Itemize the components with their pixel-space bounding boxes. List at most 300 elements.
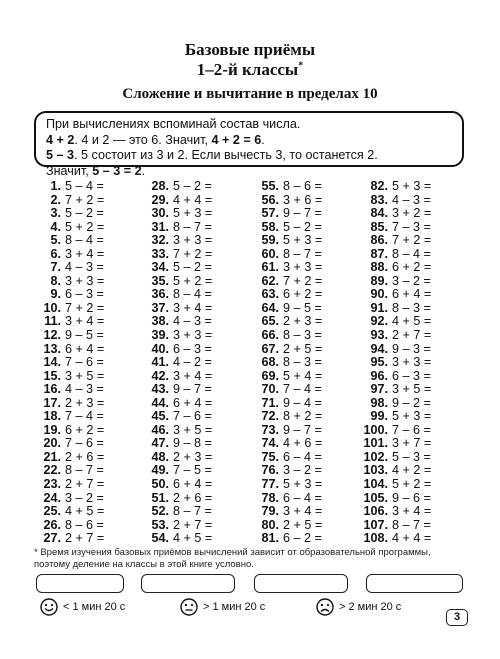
time-entry-box-1[interactable] (36, 574, 124, 593)
exercise-item (350, 370, 431, 384)
exercise-expression: 6 + 4 = (65, 341, 105, 356)
exercise-item (30, 464, 104, 478)
exercise-item (245, 492, 322, 506)
exercise-expression: 2 + 3 = (65, 395, 105, 410)
exercise-item (30, 437, 104, 451)
exercise-expression: 3 – 2 = (65, 490, 104, 505)
exercise-item (135, 234, 212, 248)
exercise-item (135, 492, 212, 506)
exercise-item (350, 410, 431, 424)
exercise-number: 57. (261, 206, 279, 221)
exercise-number: 88. (370, 260, 388, 275)
exercise-item (245, 207, 322, 221)
exercise-number: 20. (43, 436, 61, 451)
exercise-item (30, 383, 104, 397)
exercise-item (135, 478, 212, 492)
exercise-number: 102. (363, 449, 388, 464)
exercise-expression: 8 – 3 = (283, 328, 322, 343)
exercise-number: 12. (43, 328, 61, 343)
exercise-item (245, 261, 322, 275)
exercise-item (245, 505, 322, 519)
exercise-item (350, 532, 431, 546)
exercise-expression: 5 + 2 = (65, 219, 105, 234)
exercise-expression: 2 + 7 = (65, 477, 105, 492)
exercise-item (245, 437, 322, 451)
exercise-item (135, 383, 212, 397)
exercise-number: 105. (363, 490, 388, 505)
exercise-item (30, 180, 104, 194)
exercise-item (245, 234, 322, 248)
exercise-expression: 7 – 6 = (392, 422, 431, 437)
exercise-expression: 7 + 2 = (173, 246, 213, 261)
exercise-item (30, 505, 104, 519)
rule-result-2: 5 – 3 = 2 (92, 163, 142, 178)
exercise-number: 54. (151, 531, 169, 546)
exercise-expression: 8 + 2 = (283, 409, 323, 424)
exercise-item (350, 478, 431, 492)
exercise-number: 31. (151, 219, 169, 234)
legend-item-medium (180, 598, 265, 616)
exercise-expression: 5 – 2 = (283, 219, 322, 234)
exercise-number: 34. (151, 260, 169, 275)
exercise-expression: 2 + 6 = (173, 490, 213, 505)
exercise-number: 75. (261, 449, 279, 464)
exercise-number: 78. (261, 490, 279, 505)
exercise-item (350, 343, 431, 357)
exercise-number: 84. (370, 206, 388, 221)
exercise-item (350, 492, 431, 506)
exercise-item (135, 370, 212, 384)
exercise-item (245, 464, 322, 478)
exercise-item (30, 451, 104, 465)
exercise-item (135, 302, 212, 316)
exercise-item (245, 424, 322, 438)
exercise-item (135, 410, 212, 424)
exercise-item (135, 532, 212, 546)
exercise-item (245, 383, 322, 397)
exercise-item (30, 302, 104, 316)
exercise-number: 90. (370, 287, 388, 302)
exercise-expression: 5 – 2 = (65, 206, 104, 221)
exercise-expression: 5 + 3 = (283, 477, 323, 492)
exercise-expression: 2 + 3 = (173, 449, 213, 464)
exercise-item (135, 180, 212, 194)
exercise-item (350, 288, 431, 302)
exercise-expression: 7 – 3 = (392, 219, 431, 234)
exercise-item (135, 519, 212, 533)
exercise-item (245, 275, 322, 289)
exercise-number: 30. (151, 206, 169, 221)
exercise-number: 52. (151, 504, 169, 519)
exercise-number: 50. (151, 477, 169, 492)
exercise-number: 33. (151, 246, 169, 261)
exercise-expression: 3 + 3 = (65, 273, 105, 288)
exercise-expression: 8 – 3 = (392, 300, 431, 315)
exercise-expression: 9 – 2 = (392, 395, 431, 410)
exercise-number: 62. (261, 273, 279, 288)
exercise-expression: 5 + 2 = (392, 477, 432, 492)
exercise-item (30, 221, 104, 235)
exercise-item (30, 370, 104, 384)
exercise-item (245, 302, 322, 316)
exercise-column-2 (135, 180, 212, 546)
exercise-number: 36. (151, 287, 169, 302)
exercise-number: 1. (50, 179, 61, 193)
exercise-expression: 7 + 2 = (65, 192, 105, 207)
exercise-expression: 8 – 7 = (65, 463, 104, 478)
exercise-expression: 8 – 7 = (173, 219, 212, 234)
exercise-number: 16. (43, 382, 61, 397)
exercise-item (245, 315, 322, 329)
exercise-item (350, 261, 431, 275)
exercise-expression: 7 – 4 = (283, 382, 322, 397)
exercise-item (135, 343, 212, 357)
exercise-number: 87. (370, 246, 388, 261)
exercise-expression: 3 + 5 = (173, 422, 213, 437)
exercise-item (245, 356, 322, 370)
exercise-expression: 9 – 5 = (283, 300, 322, 315)
exercise-expression: 3 + 6 = (283, 192, 323, 207)
exercise-number: 4. (50, 219, 61, 234)
exercise-column-4 (350, 180, 431, 546)
exercise-number: 28. (151, 179, 169, 193)
exercise-item (350, 505, 431, 519)
exercise-number: 97. (370, 382, 388, 397)
exercise-number: 15. (43, 368, 61, 383)
exercise-expression: 7 + 2 = (392, 233, 432, 248)
exercise-item (30, 424, 104, 438)
legend-item-slow (316, 598, 401, 616)
exercise-number: 98. (370, 395, 388, 410)
exercise-number: 35. (151, 273, 169, 288)
exercise-item (245, 288, 322, 302)
exercise-number: 81. (261, 531, 279, 546)
exercise-item (350, 248, 431, 262)
exercise-number: 77. (261, 477, 279, 492)
exercise-expression: 4 – 3 = (65, 382, 104, 397)
exercise-item (245, 370, 322, 384)
time-entry-box-3[interactable] (254, 574, 348, 593)
page-number: 3 (446, 609, 468, 626)
exercise-number: 43. (151, 382, 169, 397)
exercise-expression: 8 – 7 = (173, 504, 212, 519)
exercise-number: 85. (370, 219, 388, 234)
exercise-expression: 4 + 5 = (392, 314, 432, 329)
exercise-item (135, 505, 212, 519)
exercise-item (350, 329, 431, 343)
exercise-number: 10. (43, 300, 61, 315)
time-entry-box-2[interactable] (141, 574, 235, 593)
exercise-item (30, 519, 104, 533)
exercise-item (30, 356, 104, 370)
rule-dot-4: . (141, 163, 146, 178)
exercise-number: 63. (261, 287, 279, 302)
exercise-expression: 3 + 4 = (173, 300, 213, 315)
exercise-item (135, 437, 212, 451)
exercise-item (135, 261, 212, 275)
exercise-expression: 6 + 2 = (392, 260, 432, 275)
rule-line-3 (46, 148, 454, 164)
exercise-expression: 5 + 3 = (392, 409, 432, 424)
exercise-number: 8. (50, 273, 61, 288)
exercise-expression: 9 – 8 = (173, 436, 212, 451)
exercise-expression: 7 + 2 = (283, 273, 323, 288)
footnote: * Время изучения базовых приёмов вычислений зависит от образовательной программы, поэтому деление на классы в этой книге условно. (34, 547, 431, 570)
exercise-expression: 3 + 4 = (173, 368, 213, 383)
exercise-number: 60. (261, 246, 279, 261)
exercise-expression: 3 + 5 = (392, 382, 432, 397)
exercise-expression: 4 + 4 = (392, 531, 432, 546)
exercise-expression: 3 – 2 = (392, 273, 431, 288)
exercise-item (135, 248, 212, 262)
exercise-number: 42. (151, 368, 169, 383)
exercise-number: 45. (151, 409, 169, 424)
rule-text-2: . 4 и 2 — это 6. Значит, (74, 132, 212, 147)
exercise-expression: 4 – 3 = (65, 260, 104, 275)
exercise-expression: 4 + 5 = (173, 531, 213, 546)
rule-line-4 (46, 164, 454, 180)
exercise-number: 46. (151, 422, 169, 437)
exercise-number: 73. (261, 422, 279, 437)
exercise-number: 89. (370, 273, 388, 288)
sad-face-icon (316, 598, 334, 616)
exercise-item (135, 275, 212, 289)
grade-heading (0, 60, 500, 80)
exercise-expression: 8 – 7 = (283, 246, 322, 261)
exercise-item (350, 302, 431, 316)
exercise-number: 19. (43, 422, 61, 437)
exercise-expression: 9 – 7 = (283, 206, 322, 221)
exercise-item (350, 451, 431, 465)
exercise-expression: 7 + 2 = (65, 300, 105, 315)
exercise-expression: 8 – 7 = (392, 517, 431, 532)
exercise-number: 65. (261, 314, 279, 329)
exercise-expression: 2 + 7 = (173, 517, 213, 532)
exercise-number: 32. (151, 233, 169, 248)
exercise-expression: 6 – 2 = (283, 531, 322, 546)
exercise-number: 47. (151, 436, 169, 451)
rule-line-2 (46, 133, 454, 149)
exercise-item (135, 397, 212, 411)
exercise-expression: 8 – 6 = (283, 179, 322, 193)
exercise-expression: 4 + 5 = (65, 504, 105, 519)
exercise-expression: 8 – 3 = (283, 355, 322, 370)
exercise-expression: 2 + 5 = (283, 341, 323, 356)
exercise-item (30, 261, 104, 275)
exercise-number: 26. (43, 517, 61, 532)
legend-item-fast (40, 598, 125, 616)
exercise-expression: 9 – 6 = (392, 490, 431, 505)
exercise-number: 25. (43, 504, 61, 519)
grade-text: 1–2-й классы (196, 60, 299, 79)
exercise-expression: 9 – 7 = (283, 422, 322, 437)
exercise-number: 13. (43, 341, 61, 356)
exercise-number: 70. (261, 382, 279, 397)
exercise-expression: 2 + 7 = (392, 328, 432, 343)
exercise-item (135, 451, 212, 465)
rule-result-1: 4 + 2 = 6 (211, 132, 262, 147)
exercise-item (350, 275, 431, 289)
exercise-item (350, 315, 431, 329)
exercise-number: 39. (151, 328, 169, 343)
exercise-item (350, 383, 431, 397)
rule-text-3: . 5 состоит из 3 и 2. Если вычесть 3, то останется 2. (74, 148, 378, 162)
exercise-expression: 5 + 3 = (392, 179, 432, 193)
legend-label-slow: > 2 мин 20 с (339, 601, 402, 613)
page-title: Базовые приёмы (184, 40, 316, 59)
exercise-expression: 5 – 2 = (173, 179, 212, 193)
exercise-number: 83. (370, 192, 388, 207)
exercise-column-3 (245, 180, 322, 546)
exercise-expression: 5 + 3 = (173, 206, 213, 221)
exercise-number: 55. (261, 179, 279, 193)
exercise-number: 100. (363, 422, 388, 437)
exercise-expression: 6 – 4 = (283, 449, 322, 464)
exercise-expression: 6 + 4 = (392, 287, 432, 302)
exercise-item (245, 343, 322, 357)
exercise-expression: 9 – 4 = (283, 395, 322, 410)
exercise-number: 48. (151, 449, 169, 464)
exercise-number: 58. (261, 219, 279, 234)
exercise-item (350, 221, 431, 235)
exercise-item (245, 519, 322, 533)
exercise-item (135, 221, 212, 235)
exercise-item (245, 532, 322, 546)
exercise-number: 93. (370, 328, 388, 343)
exercise-number: 86. (370, 233, 388, 248)
exercise-expression: 8 – 4 = (65, 233, 104, 248)
exercise-number: 40. (151, 341, 169, 356)
exercise-number: 74. (261, 436, 279, 451)
exercise-expression: 2 + 5 = (283, 517, 323, 532)
exercise-item (135, 464, 212, 478)
exercise-expression: 6 + 2 = (283, 287, 323, 302)
exercise-number: 67. (261, 341, 279, 356)
exercise-number: 2. (50, 192, 61, 207)
exercise-item (245, 451, 322, 465)
exercise-item (245, 478, 322, 492)
exercise-expression: 5 + 2 = (173, 273, 213, 288)
exercise-expression: 7 – 6 = (65, 436, 104, 451)
exercise-number: 6. (50, 246, 61, 261)
exercise-expression: 7 – 4 = (65, 409, 104, 424)
exercise-expression: 6 – 3 = (65, 287, 104, 302)
exercise-expression: 3 + 5 = (65, 368, 105, 383)
exercise-item (135, 424, 212, 438)
exercise-number: 61. (261, 260, 279, 275)
exercise-expression: 3 + 4 = (283, 504, 323, 519)
exercise-expression: 4 + 4 = (173, 192, 213, 207)
exercise-item (350, 437, 431, 451)
exercise-number: 66. (261, 328, 279, 343)
exercise-expression: 8 – 4 = (392, 246, 431, 261)
exercise-expression: 3 + 3 = (392, 355, 432, 370)
exercise-item (135, 194, 212, 208)
exercise-number: 24. (43, 490, 61, 505)
exercise-number: 27. (43, 531, 61, 546)
exercise-expression: 9 – 7 = (173, 382, 212, 397)
exercise-item (245, 410, 322, 424)
happy-face-icon (40, 598, 58, 616)
exercise-number: 53. (151, 517, 169, 532)
exercise-number: 101. (363, 436, 388, 451)
exercise-expression: 4 + 2 = (392, 463, 432, 478)
exercise-expression: 3 + 4 = (65, 246, 105, 261)
exercise-expression: 8 – 4 = (173, 287, 212, 302)
exercise-item (30, 329, 104, 343)
exercise-column-1 (30, 180, 104, 546)
exercise-expression: 2 + 3 = (283, 314, 323, 329)
exercise-item (350, 180, 431, 194)
exercise-item (30, 315, 104, 329)
exercise-number: 5. (50, 233, 61, 248)
exercise-number: 64. (261, 300, 279, 315)
exercise-number: 7. (50, 260, 61, 275)
exercise-expression: 5 + 3 = (283, 233, 323, 248)
exercise-item (30, 194, 104, 208)
exercise-item (245, 180, 322, 194)
exercise-number: 49. (151, 463, 169, 478)
exercise-number: 14. (43, 355, 61, 370)
exercise-expression: 6 + 2 = (65, 422, 105, 437)
exercise-number: 44. (151, 395, 169, 410)
exercise-number: 95. (370, 355, 388, 370)
exercise-expression: 3 – 2 = (283, 463, 322, 478)
exercise-expression: 6 – 4 = (283, 490, 322, 505)
exercise-item (135, 288, 212, 302)
exercise-item (245, 194, 322, 208)
rule-expr-1: 4 + 2 (46, 132, 75, 147)
exercise-number: 94. (370, 341, 388, 356)
exercise-number: 23. (43, 477, 61, 492)
exercise-expression: 6 + 4 = (173, 477, 213, 492)
exercise-number: 51. (151, 490, 169, 505)
exercise-number: 38. (151, 314, 169, 329)
exercise-number: 106. (363, 504, 388, 519)
exercise-item (135, 315, 212, 329)
exercise-number: 103. (363, 463, 388, 478)
exercise-item (245, 397, 322, 411)
time-entry-box-4[interactable] (366, 574, 463, 593)
exercise-expression: 6 – 3 = (392, 368, 431, 383)
rule-text-4: Значит, (46, 163, 93, 178)
exercise-number: 18. (43, 409, 61, 424)
exercise-expression: 7 – 6 = (65, 355, 104, 370)
exercise-expression: 7 – 6 = (173, 409, 212, 424)
exercise-item (350, 424, 431, 438)
exercise-item (135, 356, 212, 370)
exercise-item (30, 532, 104, 546)
rule-line-1: При вычислениях вспоминай состав числа. (46, 117, 301, 131)
legend-label-fast: < 1 мин 20 с (63, 601, 126, 613)
exercise-item (30, 478, 104, 492)
exercise-item (350, 397, 431, 411)
exercise-item (30, 410, 104, 424)
exercise-expression: 3 + 3 = (283, 260, 323, 275)
exercise-expression: 4 + 6 = (283, 436, 323, 451)
rule-box (34, 111, 464, 178)
exercise-item (30, 397, 104, 411)
exercise-expression: 4 – 3 = (392, 192, 431, 207)
exercise-expression: 5 – 4 = (65, 179, 104, 193)
exercise-number: 99. (370, 409, 388, 424)
exercise-item (350, 234, 431, 248)
exercise-number: 29. (151, 192, 169, 207)
exercise-number: 68. (261, 355, 279, 370)
exercise-item (245, 329, 322, 343)
exercise-expression: 4 – 3 = (173, 314, 212, 329)
exercise-item (30, 343, 104, 357)
